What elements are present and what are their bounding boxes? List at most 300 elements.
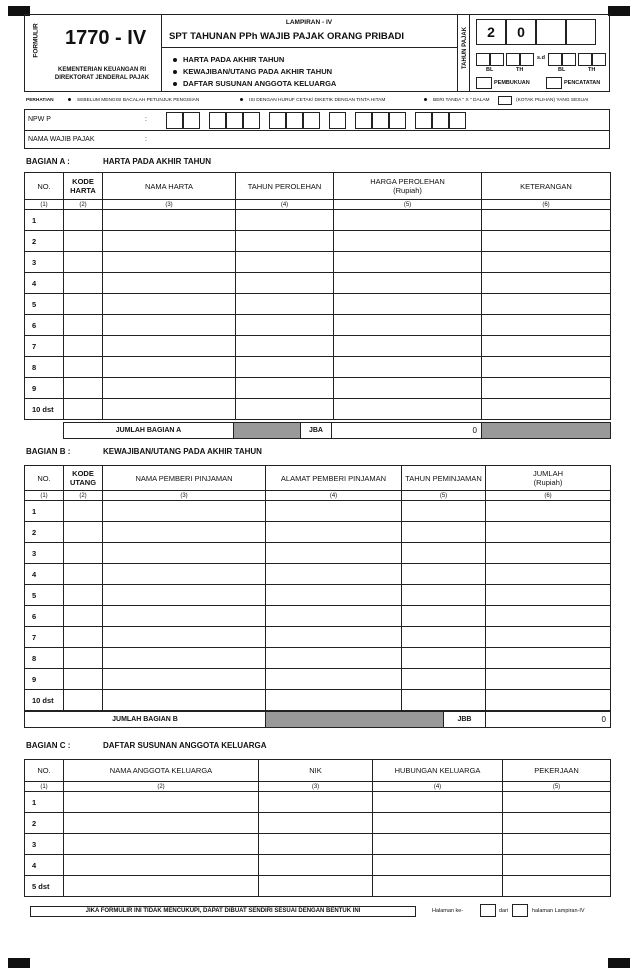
table-row [25,690,611,711]
table-cell-input[interactable] [334,336,482,357]
halaman-total-input[interactable] [512,904,528,917]
perhatian-item-3: BERI TANDA " X " DALAM [424,98,490,103]
table-row [25,792,611,813]
jumlah-b-total[interactable]: 0 [486,712,611,728]
table-cell-input[interactable] [486,564,611,585]
col-header-alamat-pemberi: ALAMAT PEMBERI PINJAMAN [266,466,402,491]
row-number: 2 [25,231,64,252]
table-cell-input[interactable] [334,357,482,378]
table-cell-input[interactable] [259,855,373,876]
row-number: 5 [25,585,64,606]
table-cell-input[interactable] [482,294,611,315]
perhatian-item-4: (KOTAK PILIHAN) YANG SESUAI [516,98,589,103]
row-number: 5 dst [25,876,64,897]
table-cell-input[interactable] [236,399,334,420]
formulir-label: FORMULIR [32,23,40,58]
pembukuan-checkbox[interactable] [476,77,492,89]
table-row [25,399,611,420]
npwp-label: NPW P [28,116,51,123]
table-cell-input[interactable] [486,648,611,669]
lampiran-label: LAMPIRAN - IV [285,19,333,26]
table-cell-input[interactable] [259,813,373,834]
table-row [25,294,611,315]
table-cell-input[interactable] [486,543,611,564]
table-cell-input[interactable] [64,606,103,627]
table-cell-input[interactable] [64,357,103,378]
table-cell-input[interactable] [103,627,266,648]
year-box-area [469,15,610,91]
npwp-digit-box[interactable] [372,112,389,129]
table-cell-input[interactable] [334,252,482,273]
bagian-a-title: HARTA PADA AKHIR TAHUN [103,157,211,166]
table-row [25,273,611,294]
jumlah-a-total[interactable]: 0 [332,423,482,439]
npwp-digit-box[interactable] [355,112,372,129]
table-row [25,855,611,876]
table-cell-input[interactable] [103,315,236,336]
jba-code: JBA [301,423,332,439]
table-cell-input[interactable] [334,273,482,294]
table-cell-input[interactable] [64,501,103,522]
row-number: 3 [25,834,64,855]
row-number: 6 [25,315,64,336]
table-row [25,378,611,399]
table-cell-input[interactable] [334,315,482,336]
table-cell-input[interactable] [103,648,266,669]
table-cell-input[interactable] [103,399,236,420]
year-digit-3[interactable] [536,19,566,45]
table-cell-input[interactable] [103,501,266,522]
table-cell-input[interactable] [486,522,611,543]
table-cell-input[interactable] [482,378,611,399]
table-cell-input[interactable] [482,399,611,420]
nama-colon: : [145,136,147,143]
perhatian-item-1: SEBELUM MENGISI BACALAH PETUNJUK PENGISIAN [68,98,199,103]
table-cell-input[interactable] [402,501,486,522]
col-header-nama-harta: NAMA HARTA [103,173,236,200]
halaman-ke-label: Halaman ke- [432,908,464,914]
npwp-digit-box[interactable] [166,112,183,129]
table-cell-input[interactable] [64,690,103,711]
th-start-box-1[interactable] [506,53,520,66]
npwp-digit-box[interactable] [209,112,226,129]
table-cell-input[interactable] [64,336,103,357]
title-divider [161,47,457,48]
npwp-digit-box[interactable] [269,112,286,129]
row-number: 10 dst [25,399,64,420]
year-digit-4[interactable] [566,19,596,45]
col-num: (1) [25,491,64,501]
col-num: (6) [486,491,611,501]
bullet-keluarga: DAFTAR SUSUNAN ANGGOTA KELUARGA [173,79,336,88]
row-number: 1 [25,501,64,522]
table-cell-input[interactable] [64,315,103,336]
table-cell-input[interactable] [334,210,482,231]
table-cell-input[interactable] [482,357,611,378]
npwp-digit-box[interactable] [432,112,449,129]
table-cell-input[interactable] [236,252,334,273]
bl-start-box-2[interactable] [490,53,504,66]
table-row [25,252,611,273]
table-cell-input[interactable] [64,294,103,315]
table-cell-input[interactable] [486,669,611,690]
bagian-b-label: BAGIAN B : [26,447,71,456]
bagian-c-label: BAGIAN C : [26,741,71,750]
table-cell-input[interactable] [402,648,486,669]
corner-mark [608,958,630,968]
table-row [25,231,611,252]
table-cell-input[interactable] [236,231,334,252]
col-header-jumlah [486,466,611,491]
bullet-kewajiban: KEWAJIBAN/UTANG PADA AKHIR TAHUN [173,67,332,76]
table-cell-input[interactable] [259,792,373,813]
col-header-nama-pemberi: NAMA PEMBERI PINJAMAN [103,466,266,491]
table-cell-input[interactable] [486,627,611,648]
row-number: 8 [25,357,64,378]
table-cell-input[interactable] [373,813,503,834]
perhatian-label: PERHATIAN [26,98,54,103]
table-cell-input[interactable] [103,564,266,585]
keluarga-table [24,759,611,897]
table-row [25,522,611,543]
pencatatan-checkbox[interactable] [546,77,562,89]
table-cell-input[interactable] [64,792,259,813]
col-num: (3) [103,491,266,501]
jumlah-label: JUMLAH [532,469,563,478]
table-cell-input[interactable] [103,336,236,357]
table-row [25,501,611,522]
col-num: (2) [64,200,103,210]
table-cell-input[interactable] [482,210,611,231]
npwp-digit-box[interactable] [449,112,466,129]
footer-note: JIKA FORMULIR INI TIDAK MENCUKUPI, DAPAT DIBUAT SENDIRI SESUAI DENGAN BENTUK INI [30,906,416,917]
table-row [25,606,611,627]
col-num: (6) [482,200,611,210]
col-num: (3) [103,200,236,210]
bagian-a-label: BAGIAN A : [26,157,70,166]
table-cell-input[interactable] [103,522,266,543]
bullet-harta: HARTA PADA AKHIR TAHUN [173,55,284,64]
bl-label: BL [558,67,566,73]
table-cell-input[interactable] [236,210,334,231]
utang-table [24,465,611,711]
jumlah-bagian-b-label: JUMLAH BAGIAN B [25,712,266,728]
year-digit-2[interactable]: 0 [506,19,536,45]
table-cell-input[interactable] [266,501,402,522]
form-number: 1770 - IV [65,27,147,49]
table-cell-input[interactable] [373,855,503,876]
table-cell-input[interactable] [373,792,503,813]
table-cell-input[interactable] [236,294,334,315]
table-cell-input[interactable] [334,378,482,399]
table-cell-input[interactable] [503,876,611,897]
table-cell-input[interactable] [103,543,266,564]
table-cell-input[interactable] [103,378,236,399]
corner-mark [608,6,630,16]
table-cell-input[interactable] [236,357,334,378]
bl-start-box-1[interactable] [476,53,490,66]
jbb-code: JBB [444,712,486,728]
table-cell-input[interactable] [103,690,266,711]
table-cell-input[interactable] [266,690,402,711]
sd-label: s.d [537,55,545,61]
jumlah-bagian-a-label: JUMLAH BAGIAN A [64,423,234,439]
col-header-no: NO. [25,466,64,491]
th-label: TH [516,67,524,73]
row-number: 4 [25,564,64,585]
col-num: (4) [266,491,402,501]
col-header-keterangan: KETERANGAN [482,173,611,200]
shaded-cell [482,423,611,439]
col-num: (3) [259,782,373,792]
npwp-digit-box[interactable] [303,112,320,129]
bagian-c-title: DAFTAR SUSUNAN ANGGOTA KELUARGA [103,741,267,750]
jumlah-a-row [63,422,611,439]
table-cell-input[interactable] [402,669,486,690]
table-cell-input[interactable] [334,399,482,420]
npwp-digit-box[interactable] [389,112,406,129]
col-num: (2) [64,782,259,792]
table-cell-input[interactable] [402,627,486,648]
table-cell-input[interactable] [503,813,611,834]
table-row [25,876,611,897]
form-header [24,14,610,92]
row-number: 3 [25,543,64,564]
table-row [25,669,611,690]
table-cell-input[interactable] [402,522,486,543]
table-cell-input[interactable] [334,231,482,252]
table-cell-input[interactable] [266,543,402,564]
table-cell-input[interactable] [64,273,103,294]
dari-label: dari [499,908,509,914]
table-cell-input[interactable] [103,231,236,252]
table-cell-input[interactable] [486,585,611,606]
table-cell-input[interactable] [259,876,373,897]
tahun-pajak-block [457,15,609,91]
table-cell-input[interactable] [64,876,259,897]
table-cell-input[interactable] [402,585,486,606]
th-start-box-2[interactable] [520,53,534,66]
row-number: 10 dst [25,690,64,711]
table-cell-input[interactable] [64,543,103,564]
table-cell-input[interactable] [402,564,486,585]
form-title: SPT TAHUNAN PPh WAJIB PAJAK ORANG PRIBADI [169,31,405,42]
col-header-tahun-perolehan: TAHUN PEROLEHAN [236,173,334,200]
bl-label: BL [486,67,494,73]
row-number: 8 [25,648,64,669]
col-num: (2) [64,491,103,501]
table-cell-input[interactable] [64,378,103,399]
table-cell-input[interactable] [103,357,236,378]
col-header-kode-utang: KODE UTANG [64,466,103,491]
pencatatan-label: PENCATATAN [564,80,601,86]
shaded-cell [266,712,444,728]
nama-wp-label: NAMA WAJIB PAJAK [28,136,95,143]
table-cell-input[interactable] [236,315,334,336]
th-end-box-1[interactable] [578,53,592,66]
npwp-digit-box[interactable] [226,112,243,129]
table-row [25,834,611,855]
col-num: (5) [503,782,611,792]
corner-mark [8,958,30,968]
row-number: 1 [25,792,64,813]
harta-table [24,172,611,420]
table-cell-input[interactable] [482,231,611,252]
row-number: 5 [25,294,64,315]
row-number: 7 [25,627,64,648]
col-num: (1) [25,200,64,210]
identity-block [24,109,610,149]
halaman-lampiran-label: halaman Lampiran-IV [532,908,585,914]
row-number: 1 [25,210,64,231]
col-header-nik: NIK [259,760,373,782]
table-row [25,210,611,231]
col-num: (5) [402,491,486,501]
table-cell-input[interactable] [482,252,611,273]
npwp-digit-box[interactable] [329,112,346,129]
pembukuan-label: PEMBUKUAN [494,80,530,86]
table-cell-input[interactable] [64,522,103,543]
jumlah-b-row [24,711,611,728]
table-cell-input[interactable] [64,669,103,690]
table-cell-input[interactable] [503,855,611,876]
table-cell-input[interactable] [103,294,236,315]
perhatian-item-2: ISI DENGAN HURUF CETAK/ DIKETIK DENGAN TINTA HITAM [240,98,385,103]
table-row [25,315,611,336]
th-label: TH [588,67,596,73]
row-number: 2 [25,522,64,543]
bagian-b-title: KEWAJIBAN/UTANG PADA AKHIR TAHUN [103,447,262,456]
table-cell-input[interactable] [64,627,103,648]
table-cell-input[interactable] [486,690,611,711]
bl-end-box-2[interactable] [562,53,576,66]
table-row [25,585,611,606]
table-cell-input[interactable] [103,273,236,294]
tahun-pajak-label: TAHUN PAJAK [462,26,468,70]
x-checkbox-sample [498,96,512,105]
table-row [25,813,611,834]
table-cell-input[interactable] [103,252,236,273]
col-header-nama-anggota: NAMA ANGGOTA KELUARGA [64,760,259,782]
row-number: 2 [25,813,64,834]
row-number: 6 [25,606,64,627]
table-cell-input[interactable] [402,690,486,711]
table-cell-input[interactable] [373,876,503,897]
npwp-digit-box[interactable] [286,112,303,129]
table-row [25,564,611,585]
table-cell-input[interactable] [486,501,611,522]
shaded-cell [234,423,301,439]
col-header-pekerjaan: PEKERJAAN [503,760,611,782]
table-cell-input[interactable] [402,543,486,564]
ministry-line2: DIREKTORAT JENDERAL PAJAK [54,75,150,81]
row-number: 4 [25,273,64,294]
row-number: 9 [25,669,64,690]
col-num: (4) [236,200,334,210]
table-cell-input[interactable] [266,669,402,690]
rupiah-label: (Rupiah) [393,186,422,195]
ministry-line1: KEMENTERIAN KEUANGAN RI [57,67,146,73]
table-cell-input[interactable] [482,273,611,294]
row-number: 4 [25,855,64,876]
table-cell-input[interactable] [103,669,266,690]
table-cell-input[interactable] [103,210,236,231]
table-cell-input[interactable] [64,210,103,231]
table-cell-input[interactable] [259,834,373,855]
table-cell-input[interactable] [103,606,266,627]
table-cell-input[interactable] [373,834,503,855]
col-header-harga-perolehan [334,173,482,200]
form-id-block [25,15,162,91]
table-cell-input[interactable] [64,855,259,876]
harga-perolehan-label: HARGA PEROLEHAN [370,177,445,186]
col-header-hubungan: HUBUNGAN KELUARGA [373,760,503,782]
table-row [25,357,611,378]
npwp-digit-box[interactable] [415,112,432,129]
bl-end-box-1[interactable] [548,53,562,66]
title-block [161,15,458,91]
table-row [25,627,611,648]
col-header-no: NO. [25,173,64,200]
table-cell-input[interactable] [103,585,266,606]
table-cell-input[interactable] [266,606,402,627]
npwp-digit-box[interactable] [183,112,200,129]
table-cell-input[interactable] [482,315,611,336]
table-cell-input[interactable] [334,294,482,315]
table-cell-input[interactable] [503,792,611,813]
table-cell-input[interactable] [64,585,103,606]
col-num: (4) [373,782,503,792]
npwp-digit-box[interactable] [243,112,260,129]
table-cell-input[interactable] [266,522,402,543]
table-cell-input[interactable] [64,252,103,273]
table-row [25,543,611,564]
identity-divider [25,130,609,131]
table-cell-input[interactable] [266,564,402,585]
col-num: (5) [334,200,482,210]
table-cell-input[interactable] [64,648,103,669]
row-number: 3 [25,252,64,273]
col-header-tahun-peminjaman: TAHUN PEMINJAMAN [402,466,486,491]
col-num: (1) [25,782,64,792]
table-cell-input[interactable] [64,399,103,420]
table-cell-input[interactable] [266,585,402,606]
table-cell-input[interactable] [266,648,402,669]
table-cell-input[interactable] [402,606,486,627]
year-digit-1[interactable]: 2 [476,19,506,45]
halaman-ke-input[interactable] [480,904,496,917]
table-cell-input[interactable] [64,813,259,834]
table-cell-input[interactable] [64,834,259,855]
table-cell-input[interactable] [64,564,103,585]
table-cell-input[interactable] [236,378,334,399]
table-cell-input[interactable] [486,606,611,627]
row-number: 9 [25,378,64,399]
table-cell-input[interactable] [236,273,334,294]
perhatian-bar [24,95,610,107]
table-cell-input[interactable] [266,627,402,648]
table-row [25,648,611,669]
table-cell-input[interactable] [236,336,334,357]
row-number: 7 [25,336,64,357]
table-cell-input[interactable] [503,834,611,855]
col-header-kode-harta: KODE HARTA [64,173,103,200]
th-end-box-2[interactable] [592,53,606,66]
table-cell-input[interactable] [64,231,103,252]
npwp-colon: : [145,116,147,123]
table-cell-input[interactable] [482,336,611,357]
table-row [25,336,611,357]
